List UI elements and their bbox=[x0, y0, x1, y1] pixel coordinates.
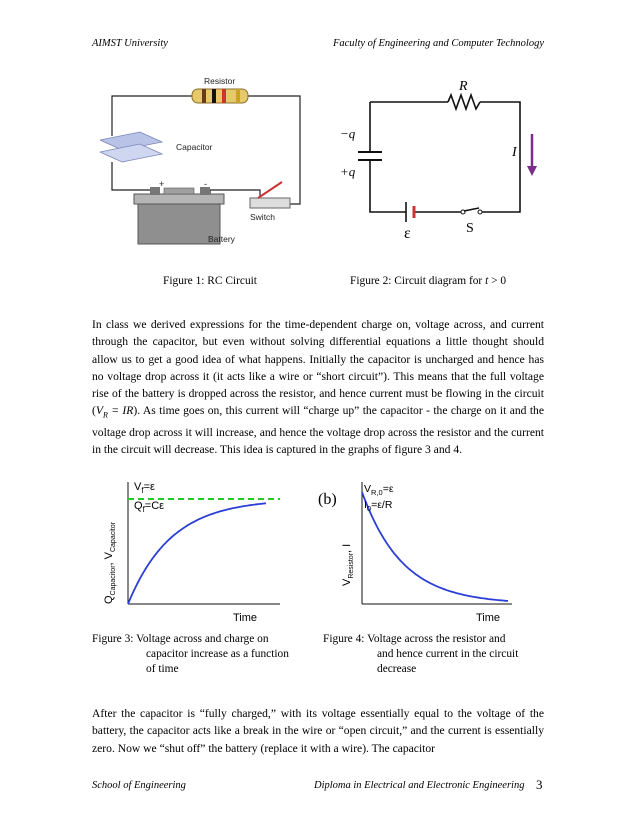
i0-label: $I_0=\varepsilon/R$ bbox=[364, 499, 393, 513]
charging-curve bbox=[128, 503, 266, 604]
capacitor-component bbox=[100, 132, 162, 162]
resistor-label: Resistor bbox=[204, 76, 236, 86]
vf-label: $V_f=\varepsilon$ bbox=[134, 481, 155, 495]
battery-label: Battery bbox=[208, 234, 235, 244]
r-label: R bbox=[459, 79, 468, 94]
battery-minus-sign: - bbox=[204, 179, 207, 189]
figure-1-rc-circuit bbox=[100, 74, 310, 254]
i-label: I bbox=[512, 145, 517, 160]
x-axis-label: Time bbox=[233, 612, 258, 624]
wire-cap-bottom bbox=[370, 160, 406, 212]
resistor-symbol bbox=[448, 95, 480, 109]
y-axis-label: $Q_{Capacitor}$, $V_{Capacitor}$ bbox=[103, 522, 117, 604]
footer-center: Diploma in Electrical and Electronic Engineering bbox=[314, 780, 525, 791]
current-arrow-head-icon bbox=[527, 166, 537, 176]
switch-lever bbox=[464, 208, 479, 211]
figure-3-charging-graph bbox=[88, 478, 288, 628]
resistor-component bbox=[192, 89, 248, 103]
figure-3-caption: Figure 3: Voltage across and charge on capacitor increase as a function of time bbox=[92, 633, 289, 675]
qf-label: $Q_f=C\varepsilon$ bbox=[134, 500, 165, 514]
s-label: S bbox=[466, 221, 474, 236]
header-right: Faculty of Engineering and Computer Technology bbox=[332, 38, 544, 49]
plus-q-label: +q bbox=[340, 164, 356, 179]
paragraph-2: After the capacitor is “fully charged,” with its voltage essentially equal to the voltage of the battery, the capacitor acts like a break in the wire or “open circuit,” and the current is essentially zero. Now we “shut off” the battery (replace it with a wire). The capacitor bbox=[92, 707, 544, 755]
wire-left bbox=[112, 162, 155, 198]
paragraph-1: In class we derived expressions for the time-dependent charge on, voltage across, and current through the capacitor, but even without solving differential equations a little thought should allow us to get a good idea of what happens. Initially the capacitor is uncharged and hence has no voltage drop across it (it acts like a wire or “short circuit”). This means that the full voltage rise of the battery is dropped across the resistor, and hence current must be flowing in the circuit $(V_R = IR)$. As time goes on, this current will “charge up” the capacitor - the charge on it and the voltage drop across it will increase, and hence the voltage drop across the resistor and the current in the circuit will decrease. This idea is captured in the graphs of figure 3 and 4. bbox=[92, 318, 544, 457]
header-left: AIMST University bbox=[92, 38, 168, 49]
figure-2-caption: Figure 2: Circuit diagram for t > 0 bbox=[350, 275, 507, 287]
battery-plus-sign: + bbox=[159, 179, 165, 189]
x-axis-label: Time bbox=[476, 612, 501, 624]
figure-1-caption: Figure 1: RC Circuit bbox=[163, 275, 257, 287]
y-axis-label: $V_{Resistor}$, I bbox=[341, 543, 355, 586]
page-number: 3 bbox=[536, 777, 543, 792]
emf-label: ε bbox=[404, 225, 411, 242]
figure-4-caption: Figure 4: Voltage across the resistor and and hence current in the circuit decrease bbox=[323, 633, 519, 675]
v0-label: $V_{R,0}=\varepsilon$ bbox=[364, 483, 394, 497]
capacitor-label: Capacitor bbox=[176, 142, 213, 152]
switch-label: Switch bbox=[250, 212, 276, 222]
wire-top-left bbox=[112, 96, 192, 136]
figure-2-circuit-diagram bbox=[330, 72, 540, 242]
figure-4-decay-graph bbox=[310, 478, 520, 628]
panel-tag: (b) bbox=[318, 491, 337, 508]
footer-left: School of Engineering bbox=[92, 780, 186, 791]
minus-q-label: −q bbox=[340, 126, 356, 141]
switch-contact-right bbox=[478, 210, 482, 214]
switch-component bbox=[250, 182, 290, 208]
